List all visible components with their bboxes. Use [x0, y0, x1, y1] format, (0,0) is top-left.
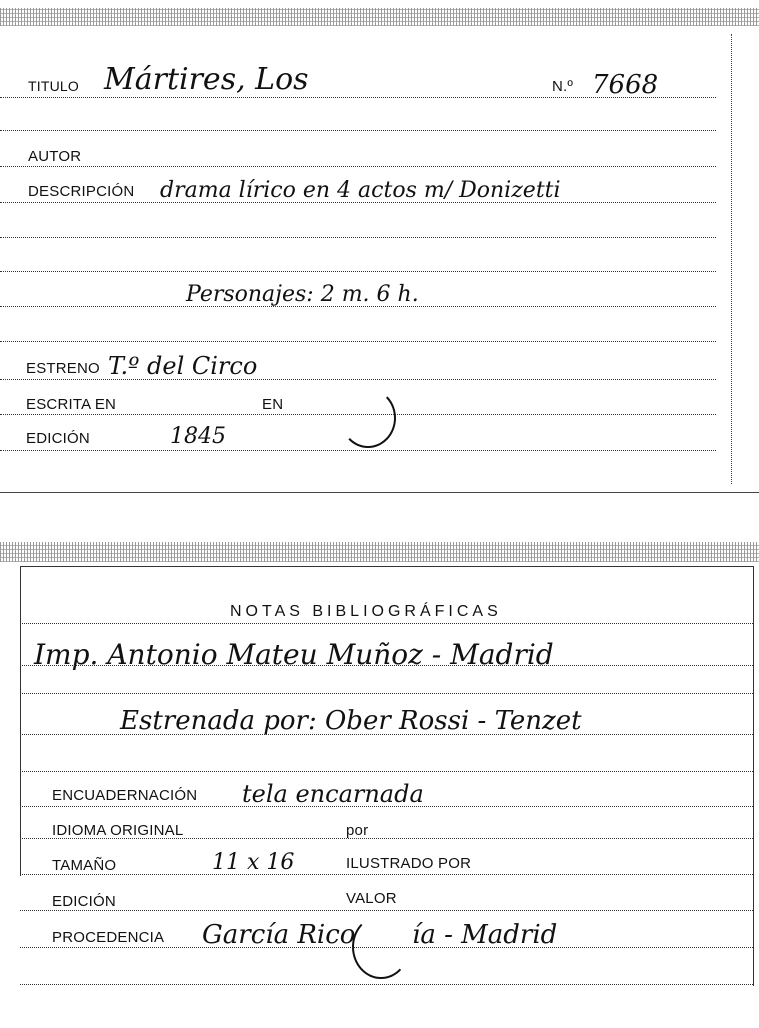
nota-estrenada: Estrenada por: Ober Rossi - Tenzet — [120, 706, 582, 736]
rule — [20, 771, 753, 772]
rule — [0, 237, 716, 238]
rule — [0, 202, 716, 203]
scan-edge-noise-top — [0, 8, 759, 26]
descripcion-label: DESCRIPCIÓN — [28, 183, 135, 200]
autor-label: AUTOR — [28, 148, 82, 165]
rule — [0, 341, 716, 342]
rule — [0, 450, 716, 451]
rule — [20, 838, 753, 839]
encuadernacion-label: ENCUADERNACIÓN — [52, 787, 198, 804]
rule — [20, 693, 753, 694]
rule — [20, 947, 753, 948]
personajes-note: Personajes: 2 m. 6 h. — [186, 282, 419, 307]
ilustrado-label: ILUSTRADO POR — [346, 855, 472, 872]
stamp-mark — [340, 388, 396, 448]
numero-label: N.º — [552, 78, 574, 95]
rule — [20, 665, 753, 666]
card2-left-border — [20, 566, 21, 876]
escrita-label: ESCRITA EN — [26, 396, 117, 413]
descripcion-value: drama lírico en 4 actos m/ Donizetti — [160, 178, 561, 203]
en-label: EN — [262, 396, 284, 413]
edicion-label: EDICIÓN — [26, 430, 90, 447]
estreno-value: T.º del Circo — [108, 352, 258, 380]
estreno-label: ESTRENO — [26, 360, 100, 377]
rule — [20, 623, 753, 624]
edicion-value: 1845 — [170, 424, 226, 449]
rule — [20, 984, 753, 985]
rule — [0, 130, 716, 131]
rule — [20, 566, 753, 567]
titulo-label: TITULO — [28, 78, 79, 94]
card2-right-border — [753, 566, 754, 986]
rule — [20, 734, 753, 735]
card-divider — [0, 492, 759, 493]
rule — [20, 806, 753, 807]
procedencia-value: García Rico — [202, 920, 356, 950]
rule — [0, 166, 716, 167]
titulo-value: Mártires, Los — [104, 62, 309, 97]
encuadernacion-value: tela encarnada — [242, 780, 424, 808]
edicion2-label: EDICIÓN — [52, 893, 116, 910]
rule — [0, 306, 716, 307]
rule — [20, 910, 753, 911]
rule — [0, 414, 716, 415]
rule — [0, 271, 716, 272]
tamano-value: 11 x 16 — [212, 850, 295, 875]
valor-label: VALOR — [346, 890, 397, 907]
scan-edge-noise-bottom — [0, 542, 759, 562]
card1-right-border — [731, 34, 732, 484]
procedencia-label: PROCEDENCIA — [52, 929, 165, 946]
rule — [0, 97, 716, 98]
tamano-label: TAMAÑO — [52, 857, 117, 874]
rule — [0, 379, 716, 380]
rule — [20, 874, 753, 875]
notas-header: NOTAS BIBLIOGRÁFICAS — [230, 603, 502, 620]
procedencia-value-2: ía - Madrid — [412, 920, 558, 950]
idioma-label: IDIOMA ORIGINAL — [52, 822, 184, 839]
por-label: por — [346, 822, 369, 839]
numero-value: 7668 — [592, 70, 659, 100]
nota-imprenta: Imp. Antonio Mateu Muñoz - Madrid — [34, 638, 554, 671]
